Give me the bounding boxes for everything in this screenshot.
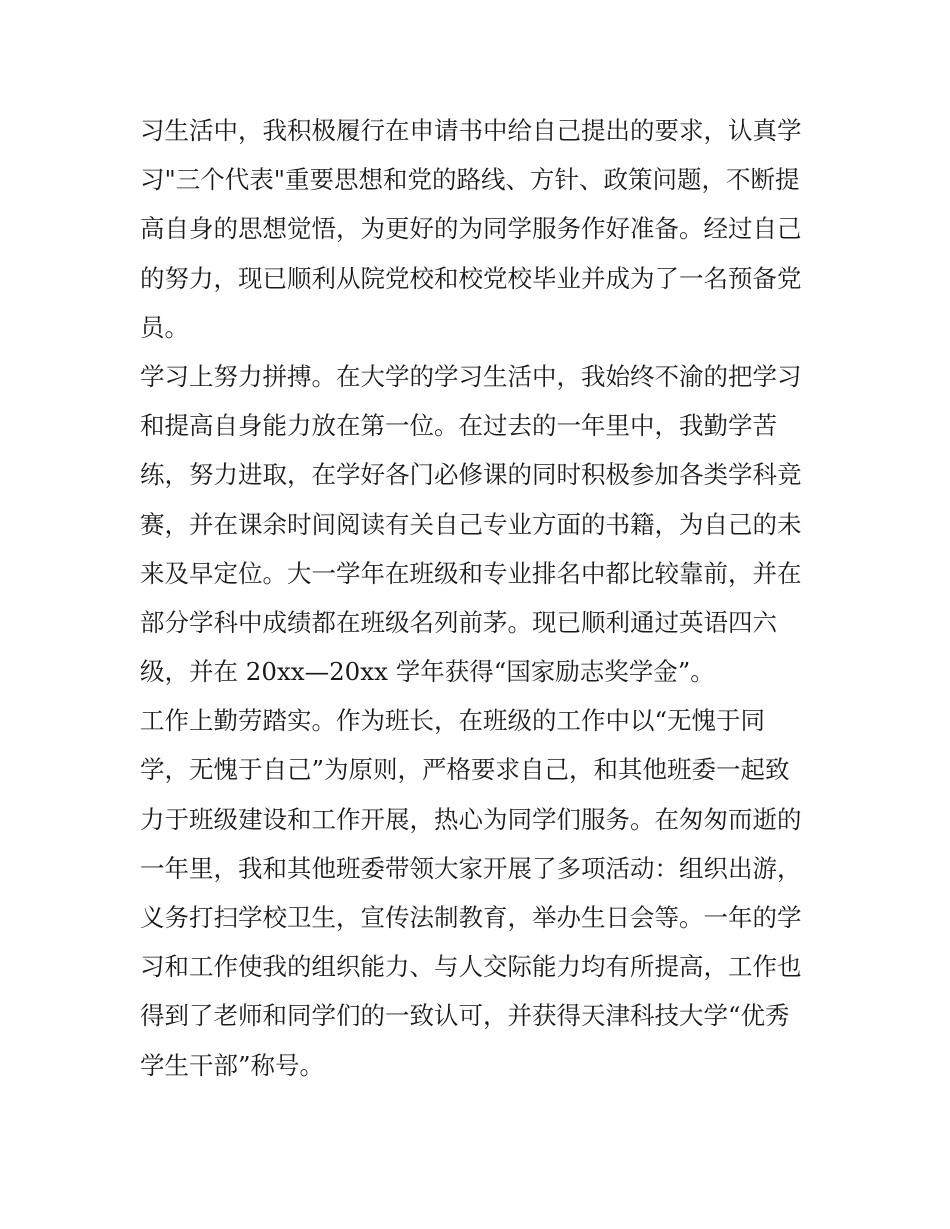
text-line: 习和工作使我的组织能力、与人交际能力均有所提高，工作也 <box>140 952 802 982</box>
text-line: 学，无愧于自己”为原则，严格要求自己，和其他班委一起致 <box>140 755 790 785</box>
text-line: 部分学科中成绩都在班级名列前茅。现已顺利通过英语四六 <box>140 607 777 637</box>
text-line: 级，并在 20xx—20xx 学年获得“国家励志奖学金”。 <box>140 657 715 687</box>
text-line: 员。 <box>140 312 189 342</box>
text-line: 的努力，现已顺利从院党校和校党校毕业并成为了一名预备党 <box>140 263 802 293</box>
text-line: 习"三个代表"重要思想和党的路线、方针、政策问题，不断提 <box>140 165 800 195</box>
text-line: 义务打扫学校卫生，宣传法制教育，举办生日会等。一年的学 <box>140 903 802 932</box>
text-line: 工作上勤劳踏实。作为班长，在班级的工作中以“无愧于同 <box>140 706 766 736</box>
text-line: 赛，并在课余时间阅读有关自己专业方面的书籍，为自己的未 <box>140 509 802 539</box>
text-line: 练，努力进取，在学好各门必修课的同时积极参加各类学科竞 <box>140 460 802 490</box>
text-line: 力于班级建设和工作开展，热心为同学们服务。在匆匆而逝的 <box>140 804 802 834</box>
text-line: 来及早定位。大一学年在班级和专业排名中都比较靠前，并在 <box>140 558 802 588</box>
text-line: 高自身的思想觉悟，为更好的为同学服务作好准备。经过自己 <box>140 214 802 244</box>
text-line: 得到了老师和同学们的一致认可，并获得天津科技大学“优秀 <box>140 1001 790 1031</box>
text-line: 习生活中，我积极履行在申请书中给自己提出的要求，认真学 <box>140 116 802 145</box>
text-line: 学习上努力拼搏。在大学的学习生活中，我始终不渝的把学习 <box>140 361 802 391</box>
text-line: 一年里，我和其他班委带领大家开展了多项活动：组织出游， <box>140 853 802 883</box>
body-text <box>140 106 820 1090</box>
text-line: 学生干部”称号。 <box>140 1050 325 1080</box>
text-line: 和提高自身能力放在第一位。在过去的一年里中，我勤学苦 <box>140 411 777 441</box>
